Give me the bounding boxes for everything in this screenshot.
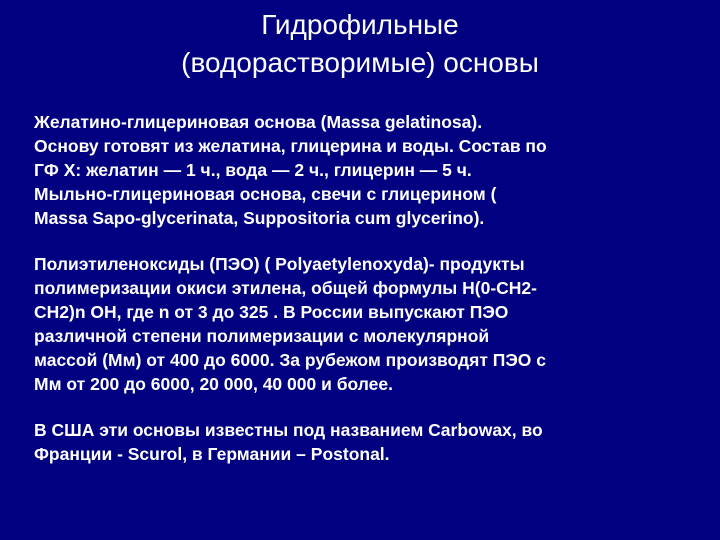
paragraph-gelatin-base (34, 110, 694, 230)
text-line: Полиэтиленоксиды (ПЭО) ( Polyaetylenoxyda)- продукты (34, 254, 525, 274)
slide-body (34, 110, 694, 488)
text-line: различной степени полимеризации с молекулярной (34, 326, 490, 346)
text-line: Massa Sapo-glycerinata, Suppositoria cum glycerino). (34, 208, 485, 228)
text-line: Мыльно-глицериновая основа, свечи с глицерином ( (34, 184, 497, 204)
paragraph-trade-names (34, 418, 694, 466)
text-line: СН2)n ОН, где n от 3 до 325 . В России выпускают ПЭО (34, 302, 509, 322)
text-line: В США эти основы известны под названием Carbowax, во (34, 420, 543, 440)
text-line: ГФ X: желатин — 1 ч., вода — 2 ч., глицерин — 5 ч. (34, 160, 472, 180)
text-line: Основу готовят из желатина, глицерина и воды. Состав по (34, 136, 547, 156)
slide-title-line-1: Гидрофильные (261, 9, 459, 40)
text-line: Мм от 200 до 6000, 20 000, 40 000 и более. (34, 374, 393, 394)
text-line: полимеризации окиси этилена, общей формулы Н(0-СН2- (34, 278, 537, 298)
slide-title (0, 6, 720, 82)
text-line: массой (Мм) от 400 до 6000. За рубежом производят ПЭО с (34, 350, 547, 370)
paragraph-polyethylene-oxides (34, 252, 694, 396)
slide-title-line-2: (водорастворимые) основы (181, 47, 539, 78)
text-line: Желатино-глицериновая основа (Massa gelatinosa). (34, 112, 483, 132)
text-line: Франции - Scurol, в Германии – Postonal. (34, 444, 390, 464)
